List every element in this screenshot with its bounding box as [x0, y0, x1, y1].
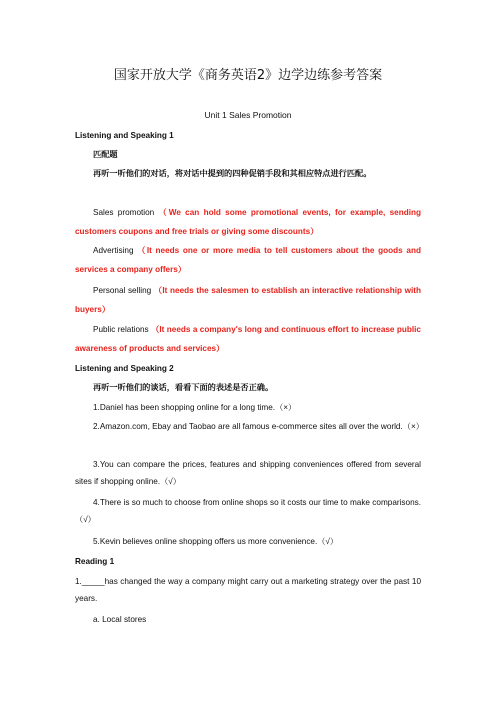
unit-title: Unit 1 Sales Promotion — [204, 110, 292, 120]
answer-option: a. Local stores — [93, 615, 147, 624]
reading-question: 1._____has changed the way a company might carry out a marketing strategy over the past 10 years. — [75, 577, 421, 603]
match-answer: （It needs the salesmen to establish an interactive relationship with buyers） — [75, 286, 422, 314]
match-term: Advertising — [93, 246, 134, 255]
document-title: 国家开放大学《商务英语2》边学边练参考答案 — [113, 68, 383, 83]
match-item — [75, 281, 421, 319]
true-false-item: 1.Daniel has been shopping online for a long time.（×） — [93, 403, 297, 412]
section-heading-reading-1: Reading 1 — [75, 557, 115, 566]
section-heading-listening-1: Listening and Speaking 1 — [75, 131, 174, 140]
match-term: Public relations — [93, 325, 149, 334]
match-term: Sales promotion — [93, 208, 155, 217]
question-type-label: 匹配题 — [93, 149, 118, 159]
match-item — [75, 320, 421, 358]
section-instruction: 再听一听他们的对话，将对话中提到的四种促销手段和其相应特点进行匹配。 — [93, 168, 372, 178]
match-item — [75, 241, 421, 279]
true-false-item: 3.You can compare the prices, features and shipping conveniences offered from several sites if shopping online.（√） — [75, 460, 421, 486]
match-answer: （It needs one or more media to tell customers about the goods and services a company offers） — [75, 246, 421, 274]
true-false-item: 4.There is so much to choose from online shops so it costs our time to make comparisons.（√） — [75, 498, 421, 524]
match-item — [75, 203, 421, 241]
section-instruction: 再听一听他们的谈话，看看下面的表述是否正确。 — [93, 382, 274, 392]
true-false-item: 2.Amazon.com, Ebay and Taobao are all famous e-commerce sites all over the world.（×） — [93, 422, 424, 431]
true-false-item: 5.Kevin believes online shopping offers us more convenience.（√） — [93, 537, 339, 546]
match-answer: （It needs a company's long and continuous effort to increase public awareness of products and services） — [75, 325, 421, 353]
match-term: Personal selling — [93, 286, 152, 295]
section-heading-listening-2: Listening and Speaking 2 — [75, 364, 174, 373]
match-answer: （We can hold some promotional events, for example, sending customers coupons and free trials or giving some discounts） — [75, 208, 421, 236]
